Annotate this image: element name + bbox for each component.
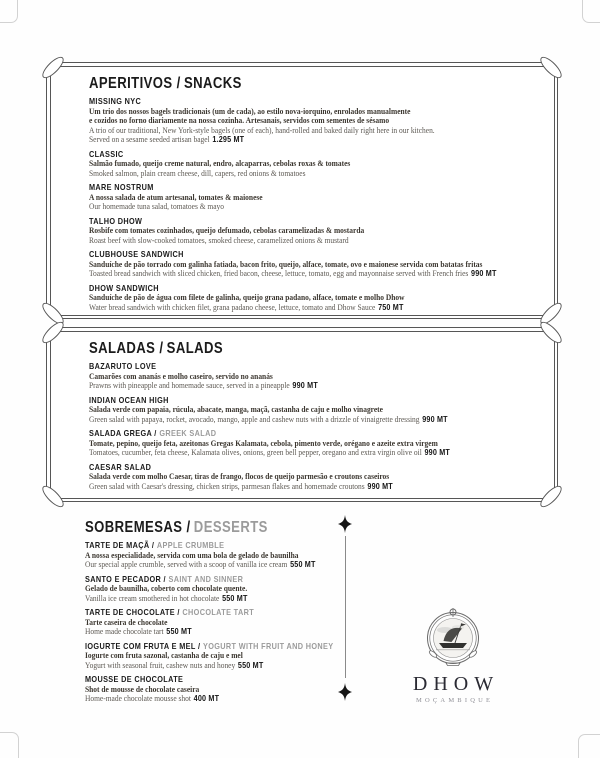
menu-item bbox=[89, 463, 543, 492]
menu-item bbox=[89, 250, 543, 279]
item-name-en: CHOCOLATE TART bbox=[182, 607, 255, 617]
item-desc-en: Our homemade tuna salad, tomatoes & mayo bbox=[89, 202, 224, 211]
section-title-salads: SALADAS / SALADS bbox=[89, 340, 224, 357]
item-desc-en: Smoked salmon, plain cream cheese, dill, capers, red onions & tomatoes bbox=[89, 168, 306, 178]
item-price: 1.295 MT bbox=[212, 135, 245, 144]
menu-item bbox=[89, 150, 543, 179]
item-desc-en: Home-made chocolate mousse shot bbox=[85, 694, 191, 703]
section-divider-line bbox=[345, 536, 346, 678]
menu-item bbox=[89, 183, 543, 212]
item-price: 550 MT bbox=[166, 627, 192, 636]
dhow-sailboat-emblem-icon bbox=[424, 604, 482, 666]
item-desc-en: Yogurt with seasonal fruit, cashew nuts and honey bbox=[85, 660, 236, 670]
item-price: 400 MT bbox=[193, 694, 220, 703]
adjacent-panel-corner-bottom-right bbox=[578, 734, 600, 758]
menu-item bbox=[89, 396, 543, 425]
item-price: 990 MT bbox=[424, 448, 450, 457]
item-name: SALADA GREGA / bbox=[89, 428, 157, 438]
item-name-en: GREEK SALAD bbox=[159, 428, 217, 438]
item-desc-en: Vanilla ice cream smothered in hot chocolate bbox=[85, 593, 220, 603]
item-name: TARTE DE MAÇÃ / bbox=[85, 540, 155, 550]
item-desc-pt: Salada verde com papaia, rúcula, abacate, manga, maçã, castanha de caju e molho vinagrete bbox=[89, 405, 383, 414]
item-name-en: YOGURT WITH FRUIT AND HONEY bbox=[202, 640, 334, 651]
item-name: CLUBHOUSE SANDWICH bbox=[89, 249, 184, 259]
adjacent-panel-corner-top-left bbox=[0, 0, 18, 23]
item-desc-en: Roast beef with slow-cooked tomatoes, smoked cheese, caramelized onions & mustard bbox=[89, 235, 349, 245]
item-price: 990 MT bbox=[367, 481, 393, 491]
star-ornament-icon bbox=[338, 515, 352, 533]
item-name: TARTE DE CHOCOLATE / bbox=[85, 607, 180, 617]
item-name: SANTO E PECADOR / bbox=[85, 573, 166, 584]
menu-item bbox=[89, 284, 543, 313]
item-name: CLASSIC bbox=[89, 148, 124, 159]
item-price: 550 MT bbox=[290, 560, 316, 569]
menu-item bbox=[89, 429, 543, 458]
item-desc-en: Home made chocolate tart bbox=[85, 627, 164, 636]
item-desc-pt: Tarte caseira de chocolate bbox=[85, 617, 168, 627]
item-name: DHOW SANDWICH bbox=[89, 282, 159, 293]
menu-item bbox=[85, 608, 347, 637]
item-price: 990 MT bbox=[471, 269, 497, 278]
item-price: 990 MT bbox=[422, 414, 448, 424]
item-desc-pt: Sanduíche de pão torrado com galinha fatiada, bacon frito, queijo, alface, tomate, ovo e maionese servida com batatas fritas bbox=[89, 259, 483, 269]
desserts-section bbox=[85, 520, 347, 709]
brand-subtitle: MOÇAMBIQUE bbox=[416, 697, 494, 704]
item-desc-pt: Shot de mousse de chocolate caseira bbox=[85, 684, 200, 694]
item-desc-pt: Gelado de baunilha, coberto com chocolate quente. bbox=[85, 584, 248, 593]
menu-item bbox=[85, 642, 347, 671]
item-desc-en: Green salad with papaya, rocket, avocado, mango, apple and cashew nuts with a drizzle of vinaigrette dressing bbox=[89, 414, 420, 424]
item-desc-pt: A nossa salada de atum artesanal, tomates & maionese bbox=[89, 192, 263, 202]
item-name: BAZARUTO LOVE bbox=[89, 361, 157, 371]
menu-item bbox=[89, 362, 543, 391]
salads-panel bbox=[46, 327, 558, 502]
item-name: MISSING NYC bbox=[89, 96, 142, 106]
item-desc-pt: Camarões com ananás e molho caseiro, servido no ananás bbox=[89, 371, 273, 381]
item-name: MARE NOSTRUM bbox=[89, 182, 154, 192]
item-desc-pt: Sanduíche de pão de água com filete de galinha, queijo grana padano, alface, tomate e molho Dhow bbox=[89, 293, 405, 302]
menu-item bbox=[85, 575, 347, 604]
item-price: 550 MT bbox=[222, 593, 248, 603]
item-desc-pt: Rosbife com tomates cozinhados, queijo defumado, cebolas caramelizadas & mostarda bbox=[89, 226, 365, 235]
brand-logo bbox=[397, 604, 509, 704]
item-desc-pt: Tomate, pepino, queijo feta, azeitonas Gregas Kalamata, cebola, pimento verde, orégano e azeite extra virgem bbox=[89, 438, 438, 448]
item-name-en: APPLE CRUMBLE bbox=[156, 540, 225, 550]
item-desc-pt: Salada verde com molho Caesar, tiras de frango, flocos de queijo parmesão e croutons caseiros bbox=[89, 472, 390, 481]
item-desc-en: Water bread sandwich with chicken filet, grana padano cheese, lettuce, tomato and Dhow Sauce bbox=[89, 302, 376, 312]
item-price: 990 MT bbox=[292, 381, 318, 390]
menu-item bbox=[89, 217, 543, 246]
item-name: CAESAR SALAD bbox=[89, 461, 152, 472]
item-desc-en: Our special apple crumble, served with a scoop of vanilla ice cream bbox=[85, 560, 288, 569]
item-desc-en: A trio of our traditional, New York-style bagels (one of each), hand-rolled and baked daily right here in our kitchen. bbox=[89, 125, 435, 135]
menu-item bbox=[89, 97, 543, 145]
item-desc-pt: A nossa especialidade, servida com uma bola de gelado de baunilha bbox=[85, 550, 299, 560]
section-title-desserts: SOBREMESAS / DESSERTS bbox=[85, 519, 268, 536]
item-desc-en: Toasted bread sandwich with sliced chicken, fried bacon, cheese, lettuce, tomato, egg and mayonnaise served with French fries bbox=[89, 269, 469, 278]
menu-item bbox=[85, 541, 347, 570]
item-desc-pt: e cozidos no forno diariamente na nossa cozinha. Artesanais, servidos com sementes de sésamo bbox=[89, 116, 390, 125]
item-desc-pt: Um trio dos nossos bagels tradicionais (um de cada), ao estilo nova-iorquino, enrolados manualmente bbox=[89, 106, 411, 116]
section-title-snacks: APERITIVOS / SNACKS bbox=[89, 75, 242, 92]
adjacent-panel-corner-bottom-left bbox=[0, 732, 19, 758]
star-ornament-icon bbox=[338, 683, 352, 701]
item-name-en: SAINT AND SINNER bbox=[168, 573, 244, 584]
snacks-panel bbox=[46, 62, 558, 319]
item-desc-pt: Iogurte com fruta sazonal, castanha de caju e mel bbox=[85, 651, 243, 660]
item-desc-en: Prawns with pineapple and homemade sauce, served in a pineapple bbox=[89, 381, 290, 390]
item-price: 550 MT bbox=[237, 660, 264, 670]
item-price: 750 MT bbox=[378, 302, 404, 312]
item-desc-en: Served on a sesame seeded artisan bagel bbox=[89, 135, 210, 144]
item-name: INDIAN OCEAN HIGH bbox=[89, 394, 169, 405]
item-name: TALHO DHOW bbox=[89, 215, 143, 226]
brand-name: DHOW bbox=[412, 673, 500, 695]
item-name: MOUSSE DE CHOCOLATE bbox=[85, 674, 184, 684]
item-desc-pt: Salmão fumado, queijo creme natural, endro, alcaparras, cebolas roxas & tomates bbox=[89, 159, 351, 168]
adjacent-panel-corner-top-right bbox=[582, 0, 600, 23]
menu-item bbox=[85, 675, 347, 704]
item-desc-en: Green salad with Caesar's dressing, chicken strips, parmesan flakes and homemade croutons bbox=[89, 481, 365, 491]
item-desc-en: Tomatoes, cucumber, feta cheese, Kalamata olives, onions, green bell pepper, oregano and extra virgin olive oil bbox=[89, 448, 422, 457]
item-name: IOGURTE COM FRUTA E MEL / bbox=[85, 640, 201, 651]
